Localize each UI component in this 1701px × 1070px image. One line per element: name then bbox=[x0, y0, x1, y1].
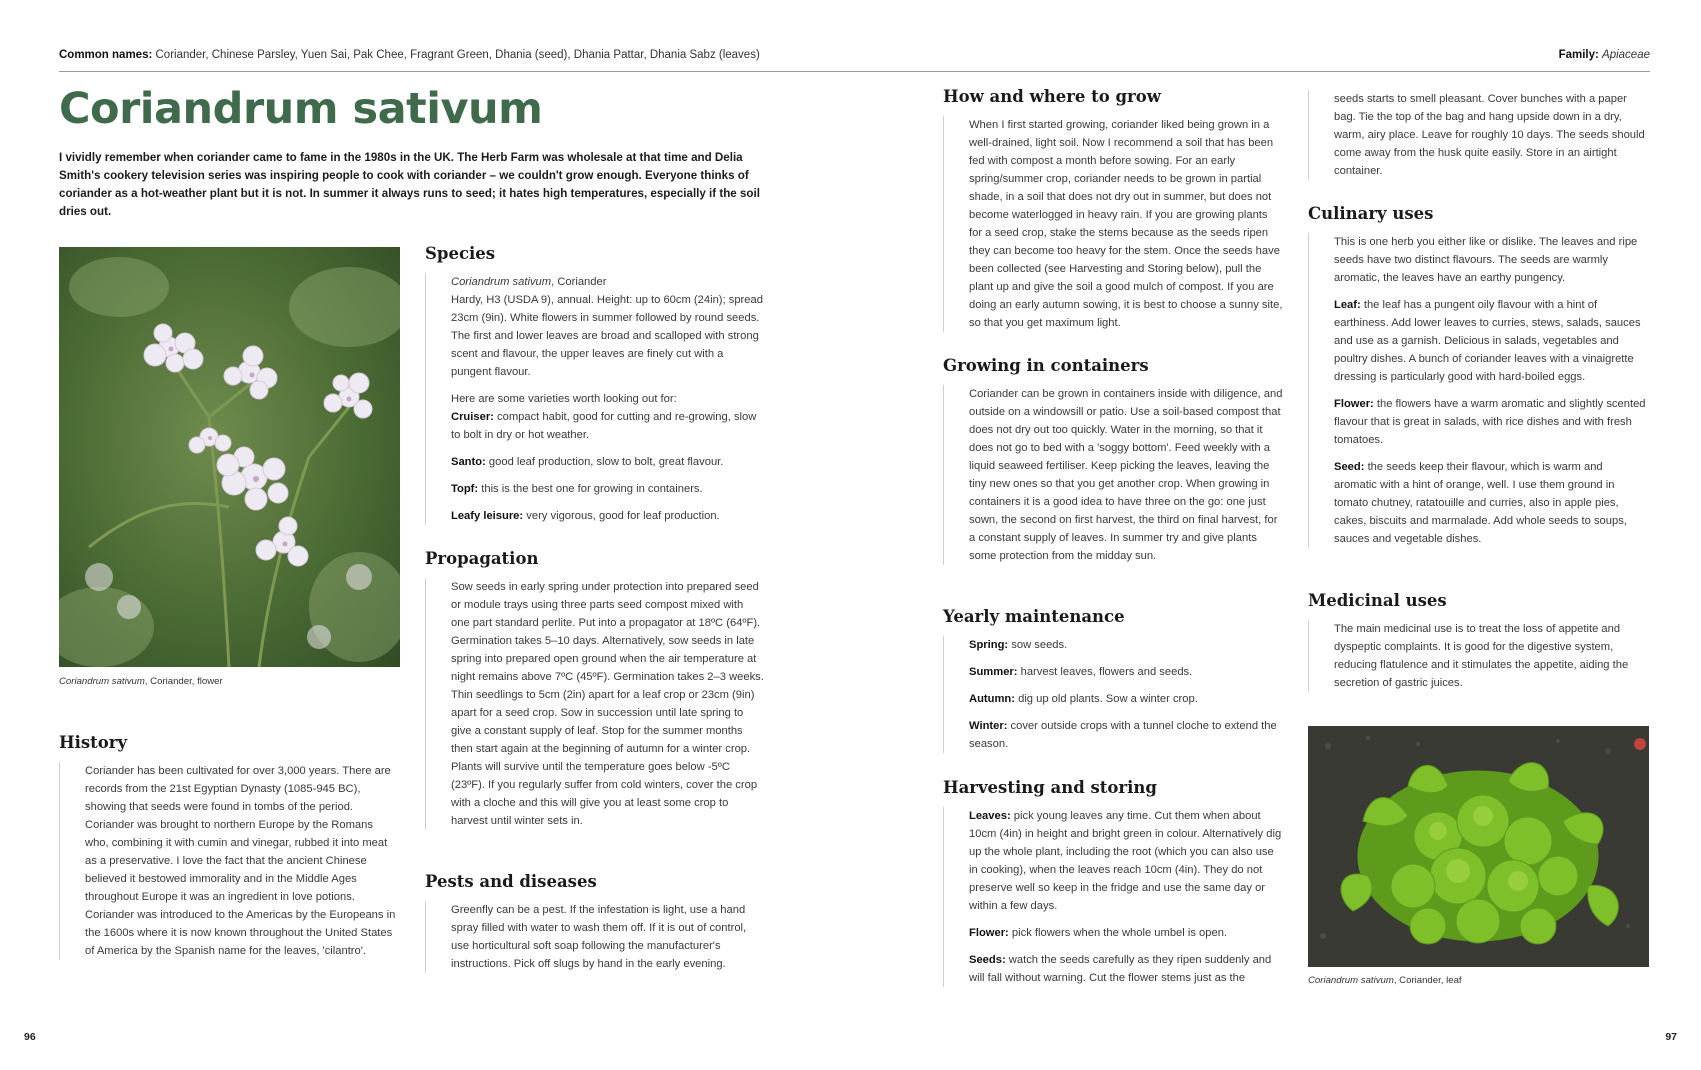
family: Family: Apiaceae bbox=[1558, 49, 1650, 61]
how-where-section bbox=[943, 116, 1283, 332]
variety-item: Topf: this is the best one for growing in containers. bbox=[451, 483, 703, 495]
harvesting-heading: Harvesting and storing bbox=[943, 778, 1157, 797]
maintenance-item: Spring: sow seeds. bbox=[969, 639, 1068, 651]
harvest-item: Seeds: watch the seeds carefully as they ripen suddenly and will fall without warning. Cut the flower stems just as the bbox=[969, 954, 1272, 984]
containers-section bbox=[943, 385, 1283, 565]
containers-heading: Growing in containers bbox=[943, 356, 1149, 375]
maintenance-item: Autumn: dig up old plants. Sow a winter crop. bbox=[969, 693, 1198, 705]
page-title: Coriandrum sativum bbox=[59, 84, 543, 134]
species-section bbox=[425, 273, 765, 525]
medicinal-heading: Medicinal uses bbox=[1308, 591, 1447, 610]
common-names: Common names: Coriander, Chinese Parsley, Yuen Sai, Pak Chee, Fragrant Green, Dhania (seed), Dhania Pattar, Dhania Sabz (leaves) bbox=[59, 49, 760, 61]
harvesting-section bbox=[943, 807, 1283, 987]
harvest-item: Leaves: pick young leaves any time. Cut them when about 10cm (4in) in height and bright green in colour. Alternatively dig up the whole plant, including the root (which you can also use in cooking), when the leaves reach 10cm (4in). They do not preserve well so keep in the fridge and use the same day or within a few days. bbox=[969, 810, 1282, 912]
coriander-flower-photo bbox=[59, 247, 400, 667]
culinary-intro: This is one herb you either like or dislike. The leaves and ripe seeds have two distinct flavours. The seeds are warmly aromatic, the leaves have an earthy pungency. bbox=[1334, 236, 1638, 284]
page-number-left: 96 bbox=[24, 1031, 36, 1043]
page-number-right: 97 bbox=[1665, 1031, 1677, 1043]
species-description: Coriandrum sativum, Coriander Hardy, H3 (USDA 9), annual. Height: up to 60cm (24in); spread 23cm (9in). White flowers in summer followed by round seeds. The first and lower leaves are broad and scalloped with strong scent and flavour, the upper leaves are finely cut with a pungent flavour. bbox=[451, 276, 763, 378]
coriander-leaf-photo bbox=[1308, 726, 1649, 967]
species-heading: Species bbox=[425, 244, 496, 263]
propagation-text: Sow seeds in early spring under protection into prepared seed or module trays using three parts seed compost mixed with one part standard perlite. Put into a propagator at 18ºC (64ºF). Germination takes 5–10 days. Alternatively, sow seeds in late spring into prepared open ground when the air temperature at night remains above 7ºC (45ºF). Germination takes 2–3 weeks. Thin seedlings to 5cm (2in) apart for a leaf crop or 23cm (9in) apart for a seed crop. Sow in succession until late spring to give a constant supply of leaf. Stop for the summer months then start again at the beginning of autumn for a winter crop. Plants will survive until the temperature goes below -5ºC (23ºF). If you regularly suffer from cold winters, cover the crop with a cloche and this will give you at least some crop to harvest until winter sets in. bbox=[451, 581, 764, 827]
culinary-item: Leaf: the leaf has a pungent oily flavour with a hint of earthiness. Add lower leaves to curries, stews, salads, sauces and use as a garnish. Delicious in salads, vegetables and poultry dishes. A bunch of coriander leaves with a vinaigrette dressing is particularly good with hard-boiled eggs. bbox=[1334, 299, 1641, 383]
running-header bbox=[59, 49, 1650, 71]
propagation-section bbox=[425, 578, 765, 830]
coriander-flower-image bbox=[59, 247, 400, 667]
culinary-heading: Culinary uses bbox=[1308, 204, 1434, 223]
how-where-heading: How and where to grow bbox=[943, 87, 1161, 106]
pests-text: Greenfly can be a pest. If the infestation is light, use a hand spray filled with water to wash them off. If it is out of control, use horticultural soft soap following the manufacturer's instructions. Pick off slugs by hand in the early evening. bbox=[451, 904, 747, 970]
medicinal-section bbox=[1308, 620, 1648, 692]
harvest-continued-text: seeds starts to smell pleasant. Cover bunches with a paper bag. Tie the top of the bag and hang upside down in a dry, warm, airy place. Leave for roughly 10 days. The seeds should come away from the husk quite easily. Store in an airtight container. bbox=[1334, 93, 1645, 177]
intro-paragraph: I vividly remember when coriander came to fame in the 1980s in the UK. The Herb Farm was wholesale at that time and Delia Smith's cookery television series was inspiring people to cook with coriander – we couldn't grow enough. Everyone thinks of coriander as a hot-weather plant but it is not. In summer it always runs to seed; it hates high temperatures, especially if the soil dries out. bbox=[59, 151, 760, 218]
variety-item: Leafy leisure: very vigorous, good for leaf production. bbox=[451, 510, 720, 522]
harvest-item: Flower: pick flowers when the whole umbel is open. bbox=[969, 927, 1228, 939]
pests-heading: Pests and diseases bbox=[425, 872, 597, 891]
history-text: Coriander has been cultivated for over 3,000 years. There are records from the 21st Egyptian Dynasty (1085-945 BC), showing that seeds were found in tombs of the period. Coriander was brought to northern Europe by the Romans who, combining it with cumin and vinegar, rubbed it into meat as a preservative. I love the fact that the ancient Chinese believed it bestowed immorality and in the Middle Ages throughout Europe it was an ingredient in love potions. Coriander was introduced to the Americas by the Europeans in the 1600s where it is now known throughout the United States of America by the Spanish name for the leaves, 'cilantro'. bbox=[85, 765, 396, 957]
history-heading: History bbox=[59, 733, 128, 752]
maintenance-heading: Yearly maintenance bbox=[943, 607, 1125, 626]
maintenance-item: Winter: cover outside crops with a tunnel cloche to extend the season. bbox=[969, 720, 1277, 750]
culinary-item: Seed: the seeds keep their flavour, which is warm and aromatic with a hint of orange, well. I use them ground in tomato chutney, ratatouille and curries, also in apple pies, cakes, biscuits and marmalade. Add whole seeds to soups, sauces and vegetable dishes. bbox=[1334, 461, 1627, 545]
header-divider bbox=[59, 71, 1650, 72]
history-section bbox=[59, 762, 399, 960]
flower-photo-caption: Coriandrum sativum, Coriander, flower bbox=[59, 676, 223, 687]
coriander-leaf-image bbox=[1308, 726, 1649, 967]
harvesting-continued bbox=[1308, 90, 1648, 180]
pests-section bbox=[425, 901, 765, 973]
propagation-heading: Propagation bbox=[425, 549, 539, 568]
maintenance-item: Summer: harvest leaves, flowers and seeds. bbox=[969, 666, 1193, 678]
maintenance-section bbox=[943, 636, 1283, 753]
culinary-item: Flower: the flowers have a warm aromatic and slightly scented flavour that is great in salads, with rice dishes and with fresh tomatoes. bbox=[1334, 398, 1646, 446]
medicinal-text: The main medicinal use is to treat the loss of appetite and dyspeptic complaints. It is good for the digestive system, reducing flatulence and it stimulates the appetite, aiding the secretion of gastric juices. bbox=[1334, 623, 1629, 689]
how-where-text: When I first started growing, coriander liked being grown in a well-drained, light soil. Now I recommend a soil that has been fed with compost a month before sowing. For an early spring/summer crop, coriander needs to be grown in partial shade, in a soil that does not dry out in summer, but does not become waterlogged in heavy rain. If you are growing plants for a seed crop, stake the stems because as the seeds ripen they can become too heavy for the stem. Once the seeds have been collected (see Harvesting and Storing below), pull the plant up and give the soil a good mulch of compost. If you are doing an early autumn sowing, it is best to choose a sunny site, so that you get maximum light. bbox=[969, 119, 1283, 329]
culinary-section bbox=[1308, 233, 1648, 548]
containers-text: Coriander can be grown in containers inside with diligence, and outside on a windowsill or patio. Use a soil-based compost that does not dry out too quickly. Water in the morning, so that it does not go to bed with a 'soggy bottom'. Feed weekly with a liquid seaweed fertiliser. Keep picking the leaves, leaving the tiny new ones so that you get another crop. When growing in containers it is a good idea to have three on the go: one just sown, the second on first harvest, the third on final harvest, for a constant supply of leaves. In summer try and give plants some protection from the midday sun. bbox=[969, 388, 1283, 562]
leaf-photo-caption: Coriandrum sativum, Coriander, leaf bbox=[1308, 975, 1462, 986]
varieties-intro: Here are some varieties worth looking out for: Cruiser: compact habit, good for cutting and re-growing, slow to bolt in dry or hot weather. bbox=[451, 393, 757, 441]
variety-item: Santo: good leaf production, slow to bolt, great flavour. bbox=[451, 456, 724, 468]
